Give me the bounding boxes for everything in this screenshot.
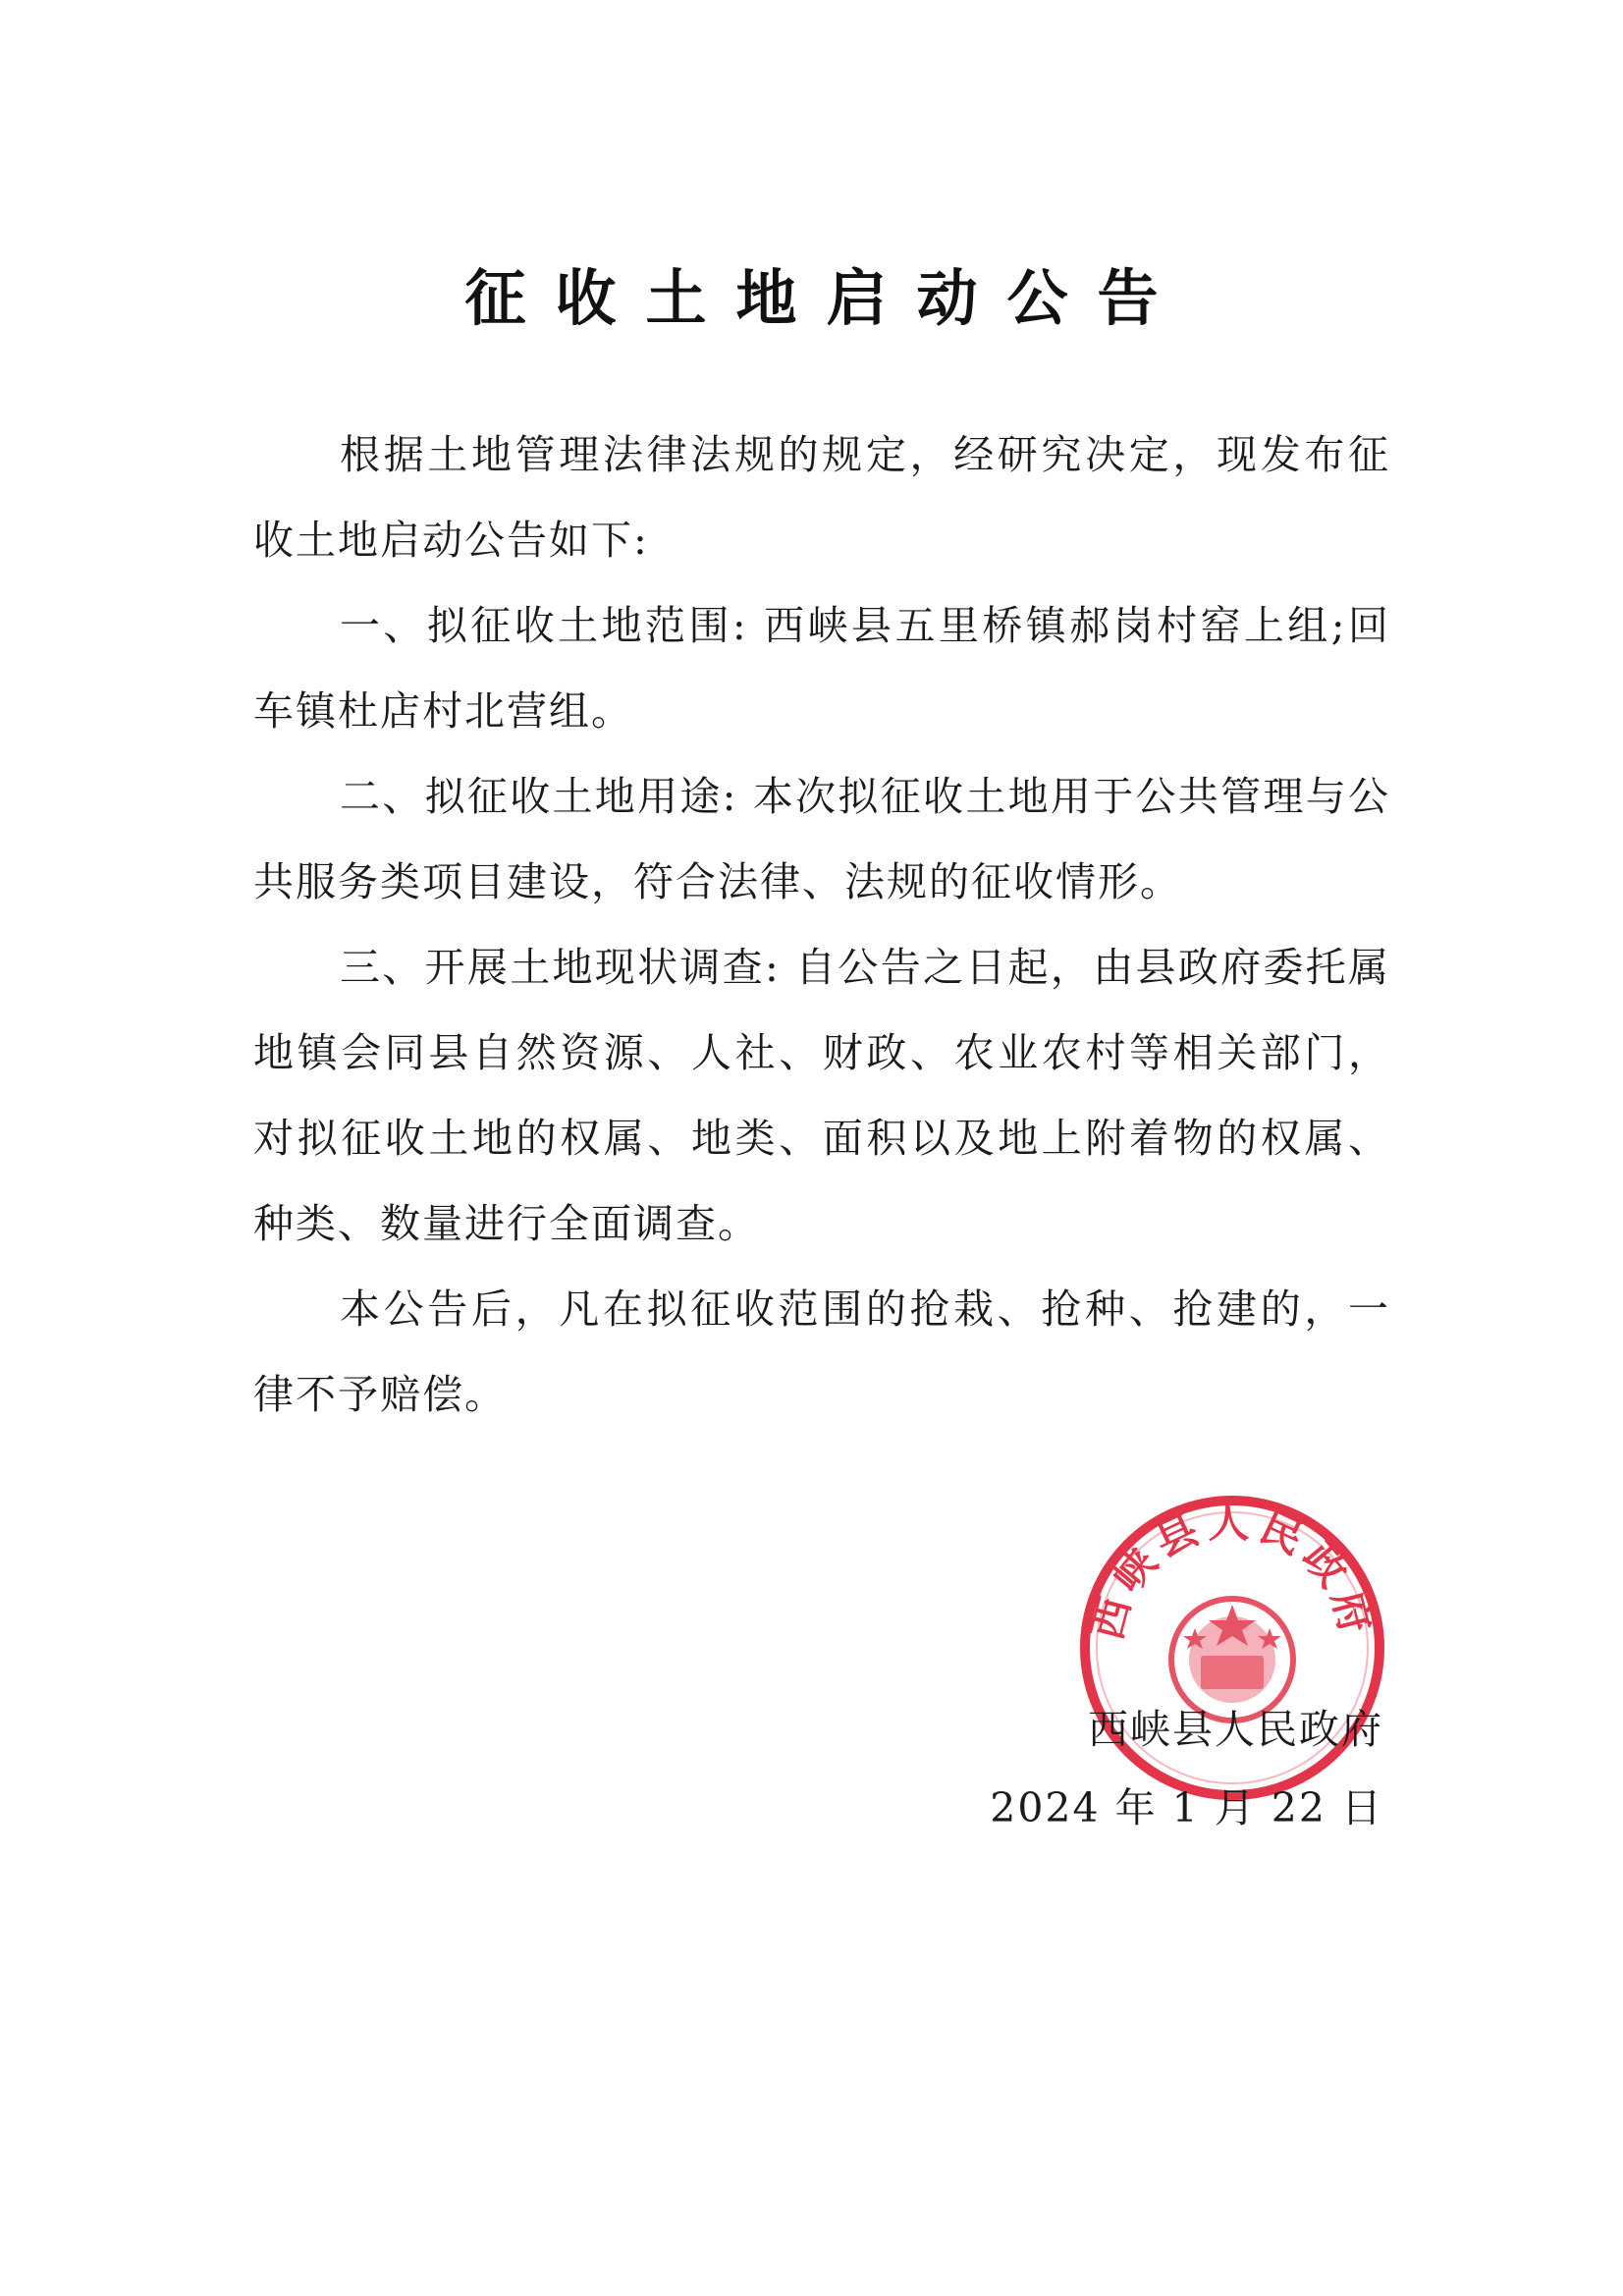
paragraph-scope: 一、拟征收土地范围: 西峡县五里桥镇郝岗村窑上组;回车镇杜店村北营组。 <box>253 602 1390 735</box>
signature-block <box>834 1696 1383 1841</box>
seal-text: 西峡县人民政府 <box>1082 1498 1382 1645</box>
document-body <box>253 412 1390 1438</box>
issue-date: 2024 年 1 月 22 日 <box>990 1784 1383 1831</box>
issuer-name: 西峡县人民政府 <box>1088 1706 1383 1753</box>
paragraph-purpose: 二、拟征收土地用途: 本次拟征收土地用于公共管理与公共服务类项目建设，符合法律、法规的征收情形。 <box>253 773 1390 905</box>
paragraph-intro: 根据土地管理法律法规的规定，经研究决定，现发布征收土地启动公告如下: <box>253 431 1390 564</box>
document-title: 征收土地启动公告 <box>464 261 1188 334</box>
paragraph-notice: 本公告后，凡在拟征收范围的抢栽、抢种、抢建的，一律不予赔偿。 <box>253 1285 1390 1418</box>
paragraph-survey: 三、开展土地现状调查: 自公告之日起，由县政府委托属地镇会同县自然资源、人社、财政、农业农村等相关部门，对拟征收土地的权属、地类、面积以及地上附着物的权属、种类、数量进行全面调查。 <box>253 944 1390 1247</box>
